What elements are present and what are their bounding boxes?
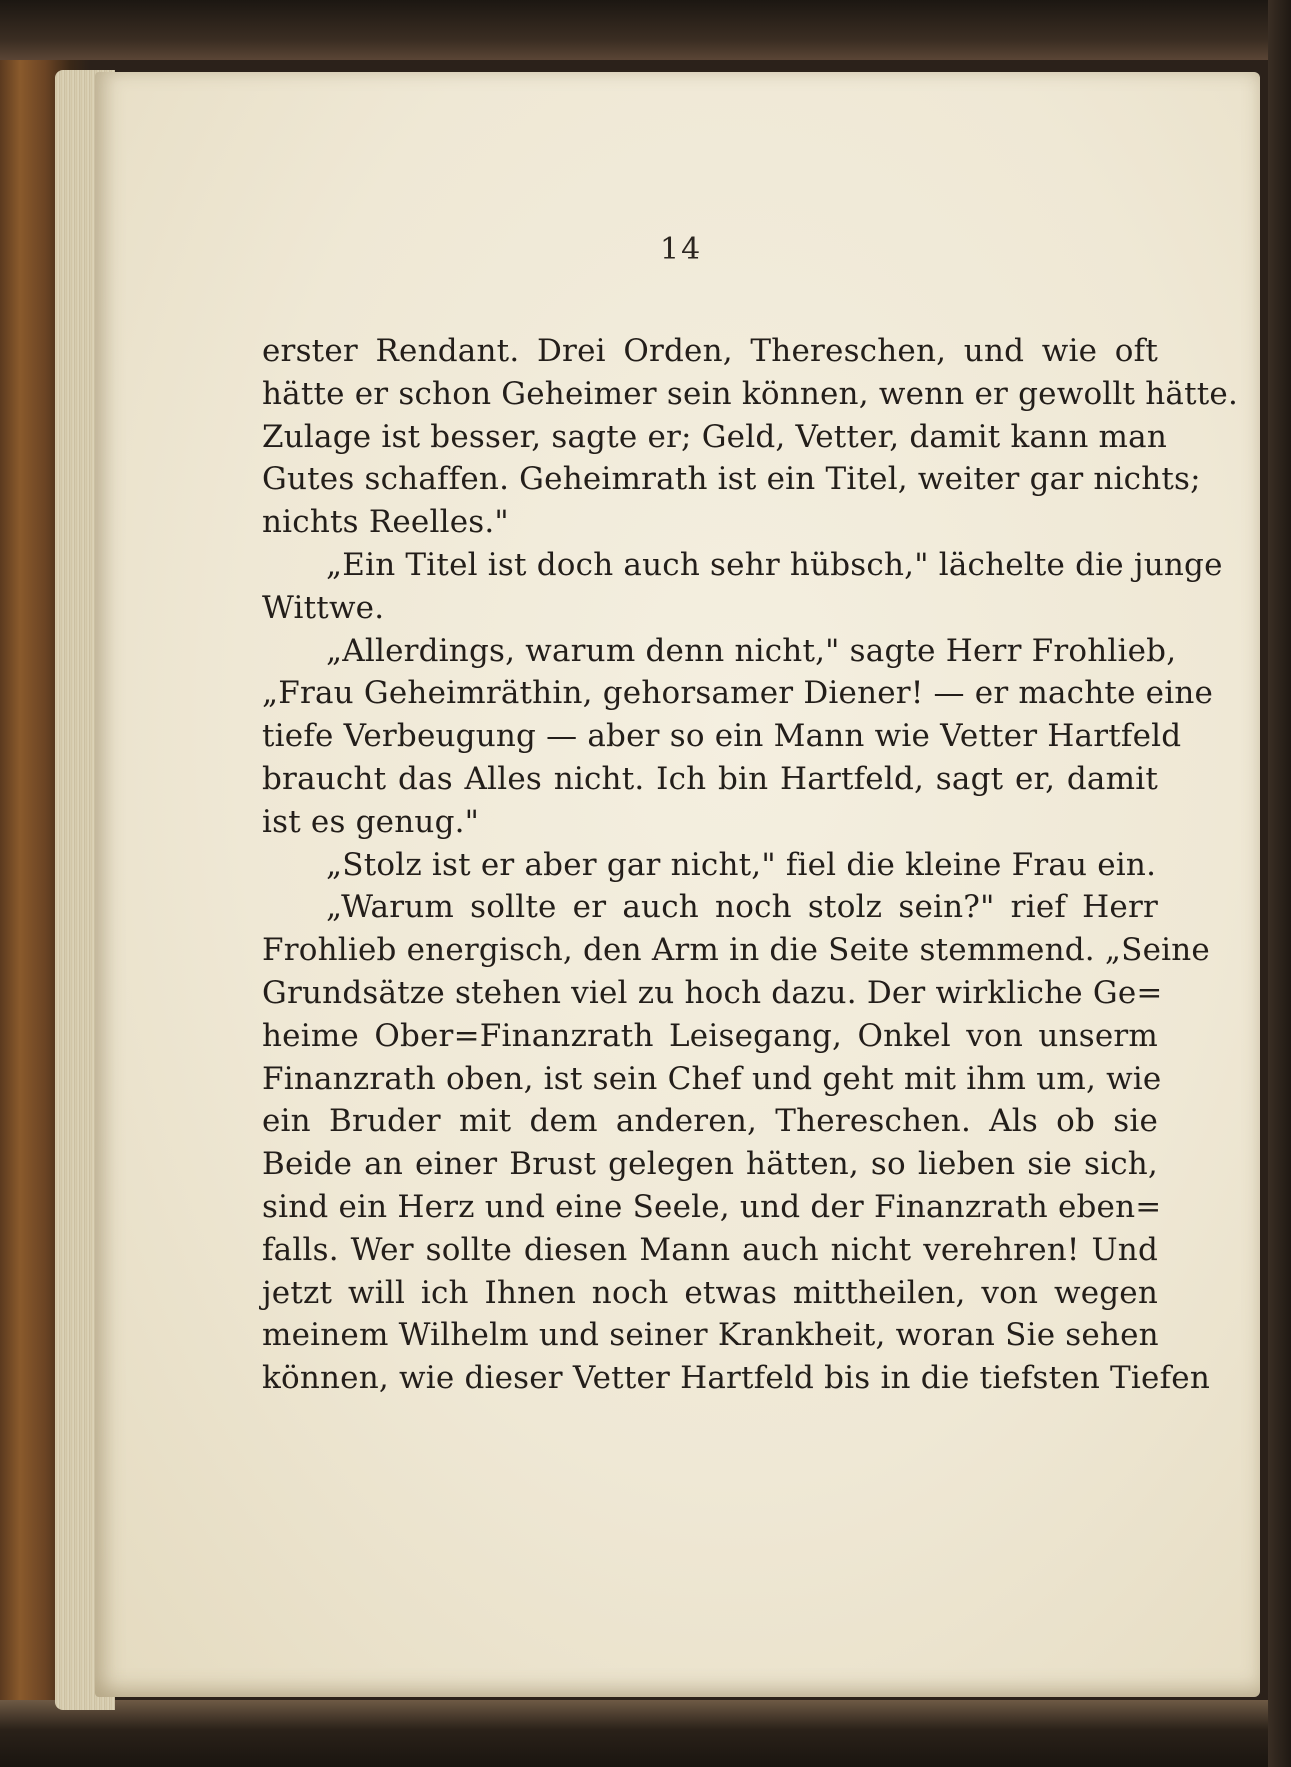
text-line: Finanzrath oben, ist sein Chef und geht mit ihm um, wie [262,1060,1162,1097]
text-line: braucht das Alles nicht. Ich bin Hartfeld, sagt er, damit [262,760,1158,797]
book-cover-right [1268,0,1291,1767]
text-line: heime Ober=Finanzrath Leisegang, Onkel von unserm [262,1017,1158,1054]
text-line: „Allerdings, warum denn nicht," sagte Herr Frohlieb, [326,632,1177,669]
book-cover-top [0,0,1291,60]
text-line: nichts Reelles." [262,504,509,541]
page-text [262,330,1239,1400]
text-line: Zulage ist besser, sagte er; Geld, Vetter, damit kann man [262,418,1167,455]
text-line: können, wie dieser Vetter Hartfeld bis in die tiefsten Tiefen [262,1360,1210,1397]
text-line: falls. Wer sollte diesen Mann auch nicht verehren! Und [262,1231,1158,1268]
text-line: sind ein Herz und eine Seele, und der Finanzrath eben= [262,1188,1162,1225]
text-line: ist es genug." [262,803,480,840]
text-line: Gutes schaffen. Geheimrath ist ein Titel, weiter gar nichts; [262,461,1201,498]
text-line: meinem Wilhelm und seiner Krankheit, woran Sie sehen [262,1317,1159,1354]
book-cover-bottom [0,1700,1291,1767]
text-line: hätte er schon Geheimer sein können, wenn er gewollt hätte. [262,375,1239,412]
text-line: Frohlieb energisch, den Arm in die Seite stemmend. „Seine [262,932,1210,969]
text-line: erster Rendant. Drei Orden, Thereschen, und wie oft [262,333,1158,369]
page-number: 14 [660,232,703,267]
text-line: tiefe Verbeugung — aber so ein Mann wie Vetter Hartfeld [262,718,1182,755]
text-line: „Ein Titel ist doch auch sehr hübsch," lächelte die junge [326,546,1223,583]
text-line: „Warum sollte er auch noch stolz sein?" rief Herr [326,889,1158,926]
text-line: „Frau Geheimräthin, gehorsamer Diener! — er machte eine [262,675,1214,712]
text-line: jetzt will ich Ihnen noch etwas mittheilen, von wegen [262,1274,1158,1311]
text-line: „Stolz ist er aber gar nicht," fiel die kleine Frau ein. [326,846,1157,883]
text-line: Wittwe. [262,589,385,626]
text-line: Grundsätze stehen viel zu hoch dazu. Der wirkliche Ge= [262,974,1163,1011]
text-line: Beide an einer Brust gelegen hätten, so lieben sie sich, [262,1146,1158,1183]
text-line: ein Bruder mit dem anderen, Thereschen. Als ob sie [262,1103,1158,1140]
